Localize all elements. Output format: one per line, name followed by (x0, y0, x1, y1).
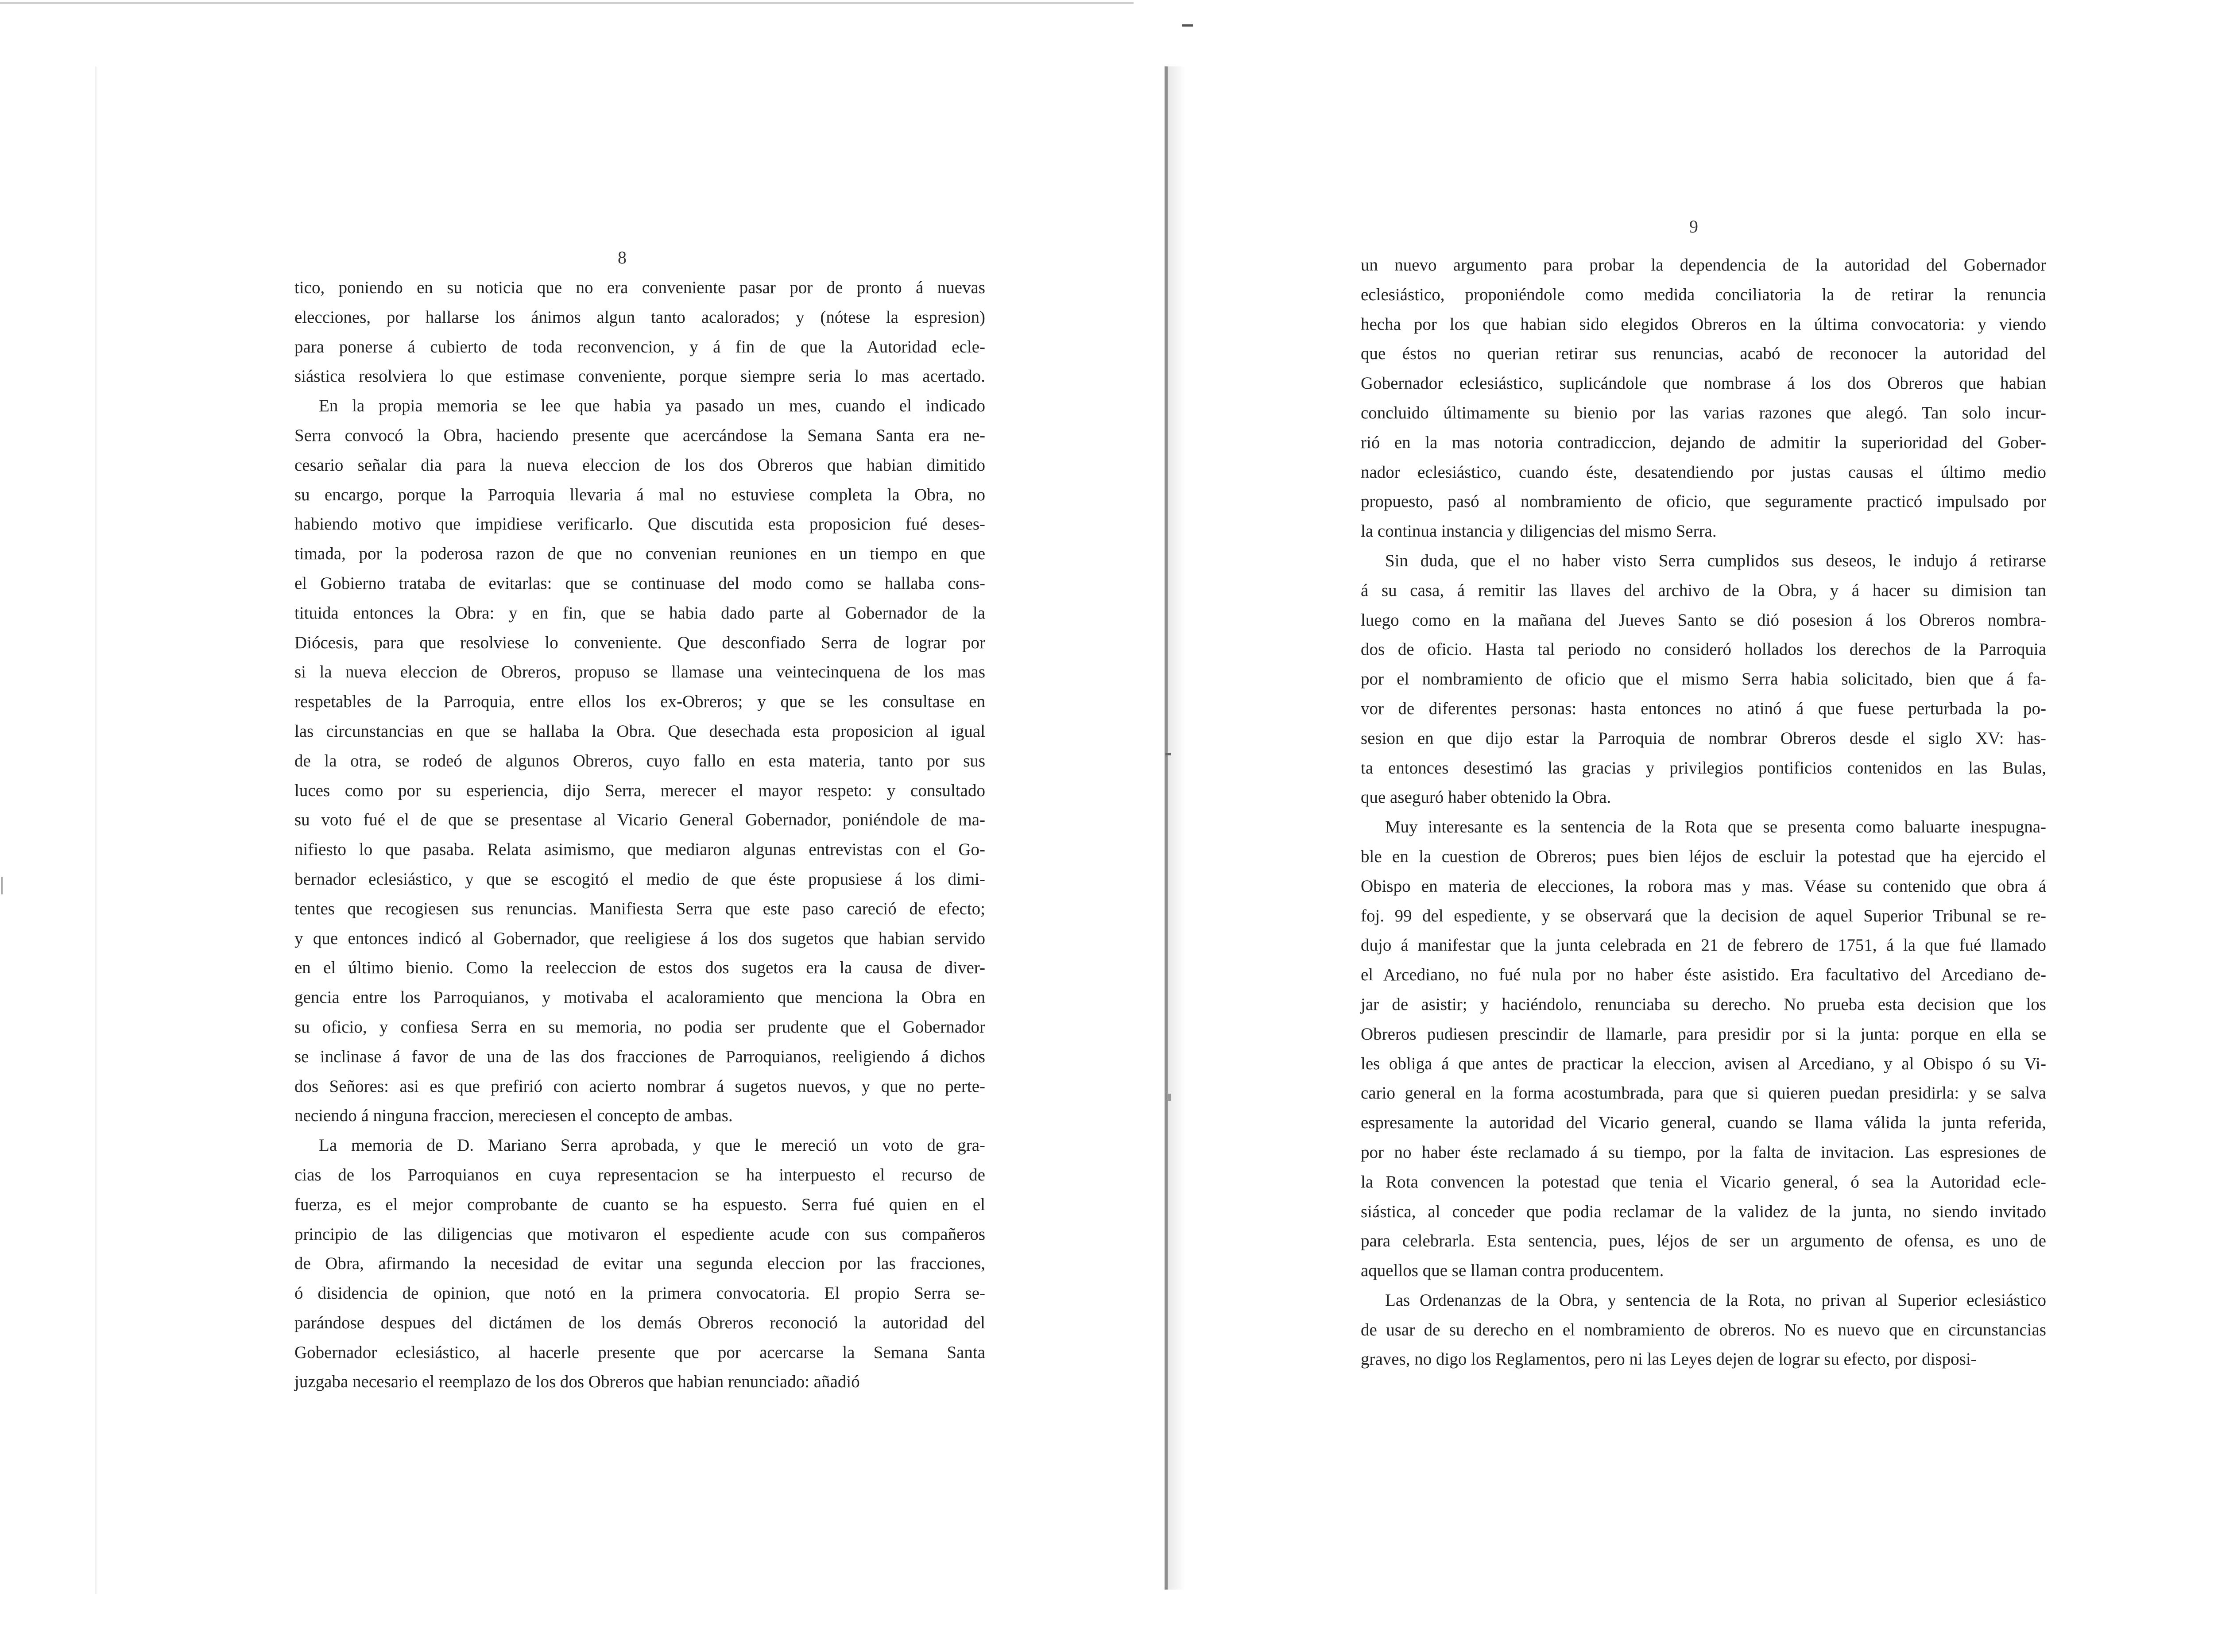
text-line: propuesto, pasó al nombramiento de oficio, que seguramente practicó impulsado por (1361, 492, 2046, 511)
text-line: para ponerse á cubierto de toda reconvencion, y á fin de que la Autoridad ecle- (294, 337, 985, 356)
text-line: espresamente la autoridad del Vicario general, cuando se llama válida la junta referida, (1361, 1113, 2046, 1133)
text-line: de la otra, se rodeó de algunos Obreros, cuyo fallo en esta materia, tanto por sus (294, 751, 985, 770)
text-line: habiendo motivo que impidiese verificarlo. Que discutida esta proposicion fué deses- (294, 515, 985, 534)
text-line: juzgaba necesario el reemplazo de los dos Obreros que habian renunciado: añadió (294, 1372, 860, 1392)
text-line: les obliga á que antes de practicar la eleccion, avisen al Arcediano, y al Obispo ó su Vi- (1361, 1054, 2046, 1073)
text-line: timada, por la poderosa razon de que no convenian reuniones en un tiempo en que (294, 544, 985, 564)
text-line: que éstos no querian retirar sus renuncias, acabó de reconocer la autoridad del (1361, 344, 2046, 364)
text-line: cesario señalar dia para la nueva eleccion de los dos Obreros que habian dimitido (294, 455, 985, 475)
text-line: la continua instancia y diligencias del mismo Serra. (1361, 522, 1717, 541)
text-line: por no haber éste reclamado á su tiempo, por la falta de invitacion. Las espresiones de (1361, 1142, 2046, 1162)
text-line: tico, poniendo en su noticia que no era conveniente pasar por de pronto á nuevas (294, 278, 985, 297)
text-line: ó disidencia de opinion, que notó en la primera convocatoria. El propio Serra se- (294, 1284, 985, 1303)
text-line: cario general en la forma acostumbrada, para que si quieren puedan presidirla: y se salva (1361, 1083, 2046, 1103)
text-line: aquellos que se llaman contra producentem. (1361, 1261, 1664, 1281)
text-line: eclesiástico, proponiéndole como medida conciliatoria la de retirar la renuncia (1361, 285, 2046, 304)
text-line: Obispo en materia de elecciones, la robora mas y mas. Véase su contenido que obra á (1361, 876, 2046, 896)
book-spine (1165, 66, 1168, 1590)
text-line: Obreros pudiesen prescindir de llamarle, para presidir por si la junta: porque en ella se (1361, 1024, 2046, 1044)
text-line: en el último bienio. Como la reeleccion de estos dos sugetos era la causa de diver- (294, 958, 985, 978)
text-line: concluido últimamente su bienio por las varias razones que alegó. Tan solo incur- (1361, 403, 2046, 422)
text-line: hecha por los que habian sido elegidos Obreros en la última convocatoria: y viendo (1361, 314, 2046, 334)
page-number-left: 8 (618, 248, 627, 267)
text-line: Diócesis, para que resolviese lo conveniente. Que desconfiado Serra de lograr por (294, 633, 985, 652)
text-line: gencia entre los Parroquianos, y motivaba el acaloramiento que menciona la Obra en (294, 988, 985, 1007)
text-line: para celebrarla. Esta sentencia, pues, léjos de ser un argumento de ofensa, es uno de (1361, 1231, 2046, 1251)
text-line: Las Ordenanzas de la Obra, y sentencia de la Rota, no privan al Superior eclesiástico (1385, 1290, 2046, 1310)
right-page-text (1361, 251, 2046, 1374)
text-line: fuerza, es el mejor comprobante de cuanto se ha espuesto. Serra fué quien en el (294, 1195, 985, 1214)
text-line: siástica, al conceder que podia reclamar de la validez de la junta, no siendo invitado (1361, 1202, 2046, 1221)
spine-shadow (1168, 66, 1185, 1590)
left-page-text (294, 273, 985, 1397)
text-line: su encargo, porque la Parroquia llevaria á mal no estuviese completa la Obra, no (294, 485, 985, 504)
text-line: Muy interesante es la sentencia de la Rota que se presenta como baluarte inespugna- (1385, 817, 2046, 837)
text-line: ble en la cuestion de Obreros; pues bien léjos de escluir la potestad que ha ejercido el (1361, 847, 2046, 866)
text-line: se inclinase á favor de una de las dos fracciones de Parroquianos, reeligiendo á dichos (294, 1047, 985, 1066)
text-line: rió en la mas notoria contradiccion, dejando de admitir la superioridad del Gober- (1361, 433, 2046, 452)
text-line: Gobernador eclesiástico, al hacerle presente que por acercarse la Semana Santa (294, 1342, 985, 1362)
text-line: un nuevo argumento para probar la dependencia de la autoridad del Gobernador (1361, 255, 2046, 275)
text-line: la Rota convencen la potestad que tenia el Vicario general, ó sea la Autoridad ecle- (1361, 1172, 2046, 1192)
text-line: luego como en la mañana del Jueves Santo se dió posesion á los Obreros nombra- (1361, 610, 2046, 630)
text-line: á su casa, á remitir las llaves del archivo de la Obra, y á hacer su dimision tan (1361, 580, 2046, 600)
text-line: neciendo á ninguna fraccion, mereciesen el concepto de ambas. (294, 1106, 733, 1126)
text-line: siástica resolviera lo que estimase conveniente, porque siempre seria lo mas acertado. (294, 367, 985, 386)
text-line: dos Señores: asi es que prefirió con acierto nombrar á sugetos nuevos, y que no perte- (294, 1076, 985, 1096)
scan-mark (1165, 753, 1171, 755)
scan-mark (1, 877, 3, 894)
text-line: tentes que recogiesen sus renuncias. Manifiesta Serra que este paso careció de efecto; (294, 899, 985, 918)
text-line: las circunstancias en que se hallaba la Obra. Que desechada esta proposicion al igual (294, 721, 985, 741)
text-line: dos de oficio. Hasta tal periodo no consideró hollados los derechos de la Parroquia (1361, 640, 2046, 659)
text-line: por el nombramiento de oficio que el mismo Serra habia solicitado, bien que á fa- (1361, 669, 2046, 689)
text-line: La memoria de D. Mariano Serra aprobada, y que le mereció un voto de gra- (319, 1136, 985, 1155)
text-line: Sin duda, que el no haber visto Serra cumplidos sus deseos, le indujo á retirarse (1385, 551, 2046, 570)
text-line: su voto fué el de que se presentase al Vicario General Gobernador, poniéndole de ma- (294, 810, 985, 830)
text-line: jar de asistir; y haciéndolo, renunciaba su derecho. No prueba esta decision que los (1361, 994, 2046, 1014)
scan-mark (1167, 1094, 1171, 1101)
text-line: Gobernador eclesiástico, suplicándole que nombrase á los dos Obreros que habian (1361, 374, 2046, 393)
text-line: Serra convocó la Obra, haciendo presente que acercándose la Semana Santa era ne- (294, 426, 985, 445)
text-line: principio de las diligencias que motivaron el espediente acude con sus compañeros (294, 1224, 985, 1244)
text-line: el Gobierno trataba de evitarlas: que se continuase del modo como se hallaba cons- (294, 573, 985, 593)
text-line: si la nueva eleccion de Obreros, propuso se llamase una veintecinquena de los mas (294, 662, 985, 682)
text-line: respetables de la Parroquia, entre ellos los ex-Obreros; y que se les consultase en (294, 692, 985, 712)
text-line: que aseguró haber obtenido la Obra. (1361, 788, 1611, 807)
text-line: de usar de su derecho en el nombramiento de obreros. No es nuevo que en circunstancias (1361, 1320, 2046, 1339)
text-line: luces como por su esperiencia, dijo Serra, merecer el mayor respeto: y consultado (294, 781, 985, 800)
text-line: En la propia memoria se lee que habia ya pasado un mes, cuando el indicado (319, 396, 985, 416)
text-line: graves, no digo los Reglamentos, pero ni las Leyes dejen de lograr su efecto, por disposi- (1361, 1350, 1977, 1369)
text-line: tituida entonces la Obra: y en fin, que se habia dado parte al Gobernador de la (294, 603, 985, 623)
text-line: ta entonces desestimó las gracias y privilegios pontificios contenidos en las Bulas, (1361, 758, 2046, 778)
text-line: sesion en que dijo estar la Parroquia de nombrar Obreros desde el siglo XV: has- (1361, 728, 2046, 748)
text-line: elecciones, por hallarse los ánimos algun tanto acalorados; y (nótese la espresion) (294, 307, 985, 327)
scan-top-edge (0, 2, 1134, 4)
text-line: parándose despues del dictámen de los demás Obreros reconoció la autoridad del (294, 1313, 985, 1332)
text-line: y que entonces indicó al Gobernador, que reeligiese á los dos sugetos que habian servido (294, 929, 985, 948)
text-line: cias de los Parroquianos en cuya representacion se ha interpuesto el recurso de (294, 1165, 985, 1184)
text-line: de Obra, afirmando la necesidad de evitar una segunda eleccion por las fracciones, (294, 1254, 985, 1273)
text-line: su oficio, y confiesa Serra en su memoria, no podia ser prudente que el Gobernador (294, 1017, 985, 1037)
text-line: vor de diferentes personas: hasta entonces no atinó á que fuese perturbada la po- (1361, 699, 2046, 718)
scan-mark (1182, 24, 1193, 27)
page-number-right: 9 (1689, 217, 1698, 236)
text-line: el Arcediano, no fué nula por no haber éste asistido. Era facultativo del Arcediano de- (1361, 965, 2046, 985)
text-line: nifiesto lo que pasaba. Relata asimismo, que mediaron algunas entrevistas con el Go- (294, 840, 985, 859)
text-line: dujo á manifestar que la junta celebrada en 21 de febrero de 1751, á la que fué llamado (1361, 936, 2046, 955)
text-line: nador eclesiástico, cuando éste, desatendiendo por justas causas el último medio (1361, 462, 2046, 482)
text-line: bernador eclesiástico, y que se escogitó el medio de que éste propusiese á los dimi- (294, 869, 985, 889)
text-line: foj. 99 del espediente, y se observará que la decision de aquel Superior Tribunal se re- (1361, 906, 2046, 925)
